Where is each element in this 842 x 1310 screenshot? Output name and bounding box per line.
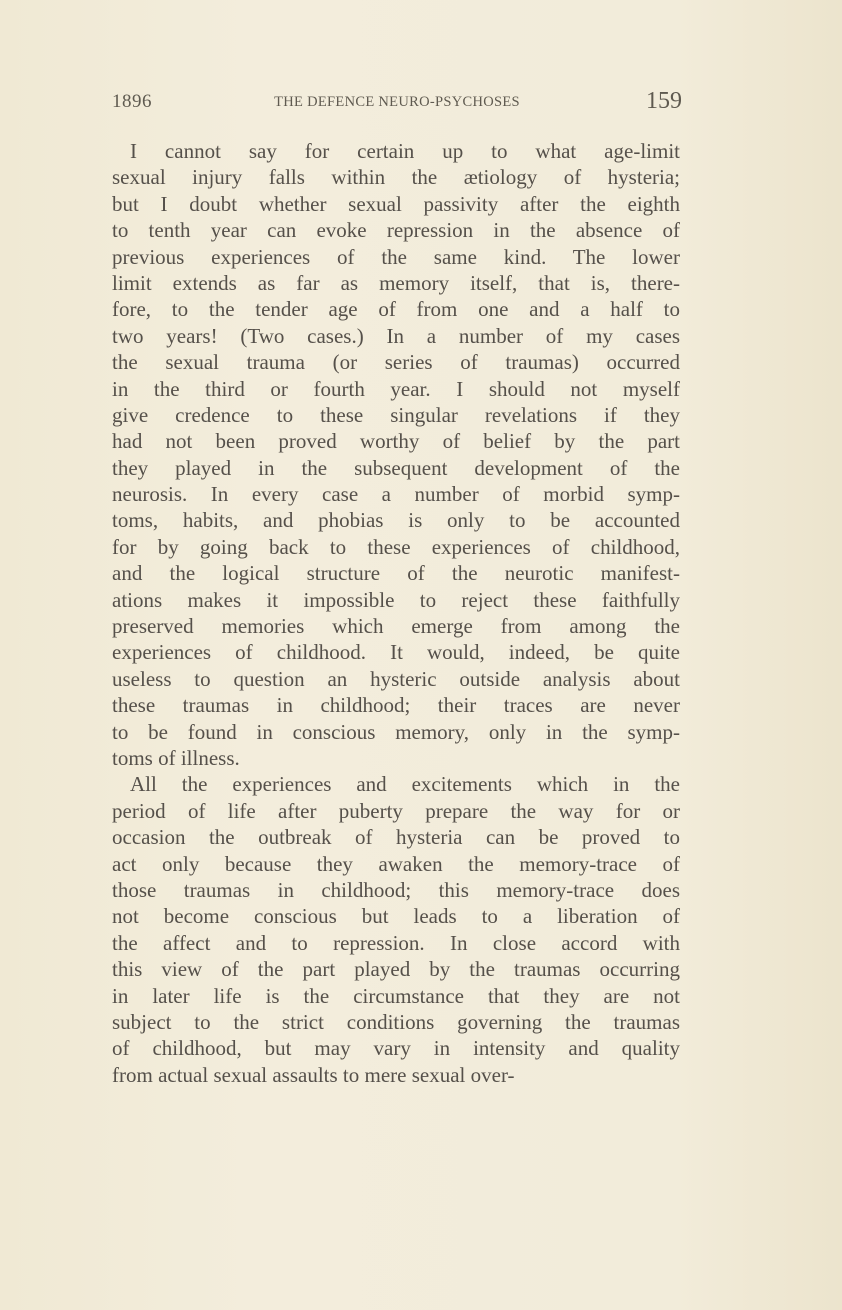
text-line: subject to the strict conditions governing the traumas [112, 1009, 680, 1034]
text-line: the affect and to repression. In close accord with [112, 930, 680, 955]
running-head-title: THE DEFENCE NEURO-PSYCHOSES [274, 94, 520, 110]
text-line: occasion the outbreak of hysteria can be proved to [112, 825, 680, 850]
text-line: two years! (Two cases.) In a number of my cases [112, 323, 680, 348]
text-line: act only because they awaken the memory-trace of [112, 851, 680, 876]
text-line: toms, habits, and phobias is only to be accounted [112, 508, 680, 533]
text-line: in later life is the circumstance that they are not [112, 983, 680, 1008]
text-line: sexual injury falls within the ætiology of hysteria; [112, 165, 680, 190]
running-head-year: 1896 [112, 91, 152, 112]
text-line: not become conscious but leads to a liberation of [112, 904, 680, 929]
text-line: period of life after puberty prepare the way for or [112, 798, 680, 823]
text-line: this view of the part played by the traumas occurring [112, 957, 680, 982]
text-line: had not been proved worthy of belief by the part [112, 429, 680, 454]
text-line: but I doubt whether sexual passivity after the eighth [112, 191, 680, 216]
text-line: fore, to the tender age of from one and a half to [112, 297, 680, 322]
text-line: they played in the subsequent development of the [112, 455, 680, 480]
text-line: useless to question an hysteric outside analysis about [112, 666, 680, 691]
text-line: to be found in conscious memory, only in the symp- [112, 719, 680, 744]
text-line: ations makes it impossible to reject these faithfully [112, 587, 680, 612]
text-line: the sexual trauma (or series of traumas) occurred [112, 350, 680, 375]
body-text [112, 138, 680, 1088]
text-line: preserved memories which emerge from among the [112, 614, 680, 639]
text-line: from actual sexual assaults to mere sexual over- [112, 1062, 515, 1087]
text-line: experiences of childhood. It would, indeed, be quite [112, 640, 680, 665]
text-line: in the third or fourth year. I should not myself [112, 376, 680, 401]
text-line: limit extends as far as memory itself, that is, there- [112, 270, 680, 295]
text-line: I cannot say for certain up to what age-limit [130, 139, 680, 163]
text-line: those traumas in childhood; this memory-trace does [112, 877, 680, 902]
text-line: neurosis. In every case a number of morbid symp- [112, 482, 680, 507]
text-line: these traumas in childhood; their traces are never [112, 693, 680, 718]
page-number: 159 [646, 88, 682, 114]
text-line: of childhood, but may vary in intensity and quality [112, 1036, 680, 1061]
text-line: give credence to these singular revelations if they [112, 402, 680, 427]
text-line: and the logical structure of the neurotic manifest- [112, 561, 680, 586]
text-line: All the experiences and excitements which in the [130, 772, 680, 797]
text-line: to tenth year can evoke repression in the absence of [112, 218, 680, 243]
text-line: previous experiences of the same kind. The lower [112, 244, 680, 269]
text-line: toms of illness. [112, 745, 240, 770]
text-line: for by going back to these experiences of childhood, [112, 534, 680, 559]
running-head [112, 88, 682, 118]
